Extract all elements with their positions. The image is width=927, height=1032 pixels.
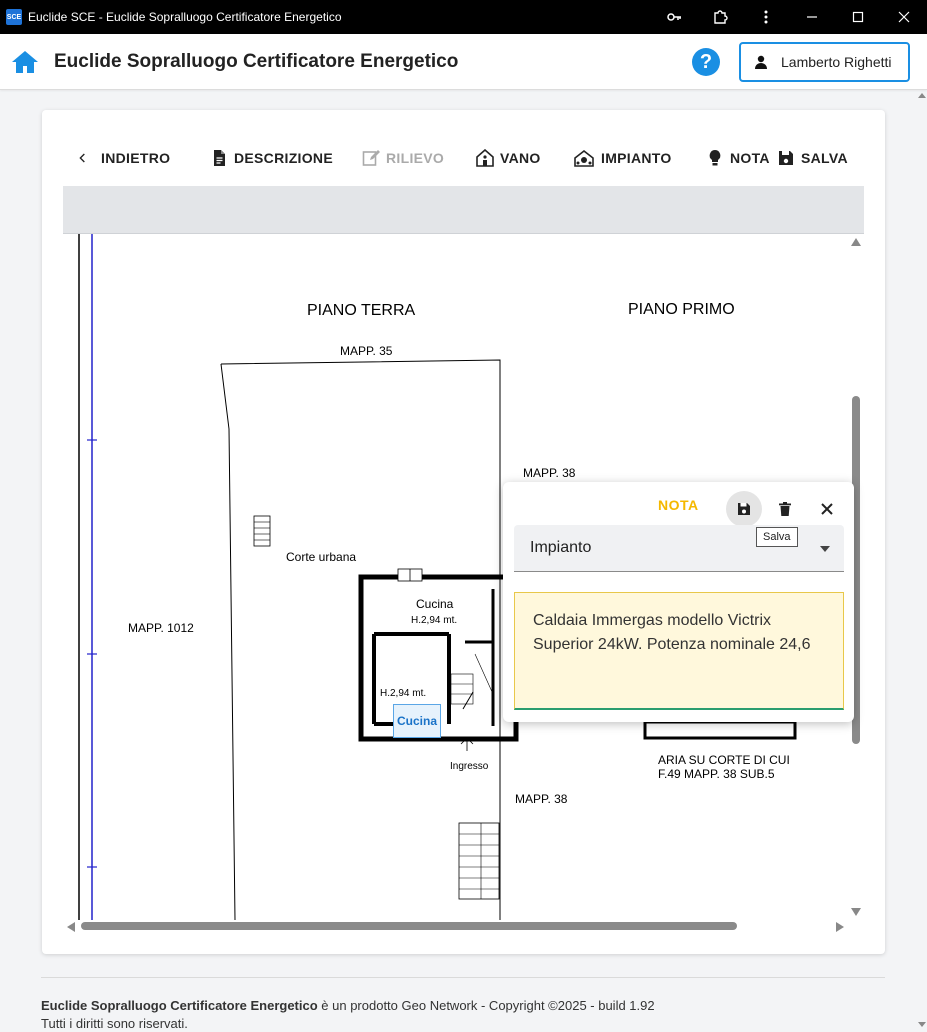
help-icon[interactable]: ? [692, 48, 720, 76]
label-height-2: H.2,94 mt. [380, 688, 427, 699]
chevron-left-icon [77, 152, 89, 164]
label-mapp-38-bottom: MAPP. 38 [515, 792, 568, 806]
scroll-left-icon[interactable] [67, 922, 75, 932]
note-save-button[interactable] [726, 491, 762, 527]
room-button[interactable]: VANO [476, 140, 541, 176]
label-mapp-1012: MAPP. 1012 [128, 621, 194, 635]
lightbulb-icon [706, 149, 724, 167]
label-corte-urbana: Corte urbana [286, 550, 357, 564]
app-icon: SCE [6, 9, 22, 25]
close-window-icon[interactable] [881, 0, 927, 34]
plant-icon [573, 149, 595, 167]
footer [41, 997, 655, 1032]
save-button[interactable]: SALVA [777, 140, 848, 176]
plant-button[interactable]: IMPIANTO [573, 140, 672, 176]
user-icon [753, 54, 769, 70]
page-title: Euclide Sopralluogo Certificatore Energetico [54, 51, 459, 72]
label-height-1: H.2,94 mt. [411, 615, 458, 626]
note-delete-button[interactable] [767, 491, 803, 527]
more-vert-icon[interactable] [743, 0, 789, 34]
save-icon [777, 149, 795, 167]
window-title: Euclide SCE - Euclide Sopralluogo Certificatore Energetico [28, 10, 342, 24]
window-titlebar [0, 0, 927, 34]
minimize-icon[interactable] [789, 0, 835, 34]
note-category-value: Impianto [530, 539, 592, 556]
extension-icon[interactable] [697, 0, 743, 34]
scroll-up-icon[interactable] [851, 238, 861, 246]
scroll-down-icon[interactable] [851, 908, 861, 916]
window-controls [651, 0, 927, 34]
user-name: Lamberto Righetti [781, 54, 892, 70]
save-icon [736, 501, 752, 517]
scroll-right-icon[interactable] [836, 922, 844, 932]
toolbar [42, 140, 885, 176]
maximize-icon[interactable] [835, 0, 881, 34]
label-mapp-35: MAPP. 35 [340, 344, 393, 358]
room-tag[interactable]: Cucina [393, 704, 441, 738]
label-ingresso: Ingresso [450, 761, 489, 772]
note-close-button[interactable] [809, 491, 845, 527]
dropdown-caret-icon [820, 546, 830, 552]
room-icon [476, 149, 494, 167]
label-piano-terra: PIANO TERRA [307, 302, 416, 319]
survey-button[interactable]: RILIEVO [362, 140, 444, 176]
edit-icon [362, 149, 380, 167]
description-button[interactable]: DESCRIZIONE [210, 140, 333, 176]
key-icon[interactable] [651, 0, 697, 34]
note-button[interactable]: NOTA [706, 140, 770, 176]
note-popup [503, 482, 854, 722]
save-tooltip: Salva [756, 527, 798, 547]
back-button[interactable]: INDIETRO [77, 140, 170, 176]
label-piano-primo: PIANO PRIMO [628, 301, 735, 318]
label-aria-line1: ARIA SU CORTE DI CUI [658, 753, 790, 767]
page-scrollbar[interactable] [917, 92, 927, 1032]
document-icon [210, 149, 228, 167]
footer-rights: Tutti i diritti sono riservati. [41, 1016, 188, 1031]
viewer-toolbar-area [63, 186, 864, 234]
footer-copyright: è un prodotto Geo Network - Copyright ©2025 - build 1.92 [317, 998, 655, 1013]
home-icon[interactable] [10, 49, 40, 75]
footer-divider [41, 977, 885, 978]
note-title: NOTA [658, 497, 699, 513]
note-text-area[interactable]: Caldaia Immergas modello Victrix Superior 24kW. Potenza nominale 24,6 [514, 592, 844, 710]
label-mapp-38-top: MAPP. 38 [523, 466, 576, 480]
app-header [0, 34, 927, 90]
label-cucina: Cucina [416, 597, 454, 611]
trash-icon [777, 501, 793, 517]
user-button[interactable] [739, 42, 910, 82]
close-icon [819, 501, 835, 517]
footer-product-name: Euclide Sopralluogo Certificatore Energetico [41, 998, 318, 1013]
horizontal-scrollbar[interactable] [81, 922, 737, 930]
label-aria-line2: F.49 MAPP. 38 SUB.5 [658, 767, 775, 781]
